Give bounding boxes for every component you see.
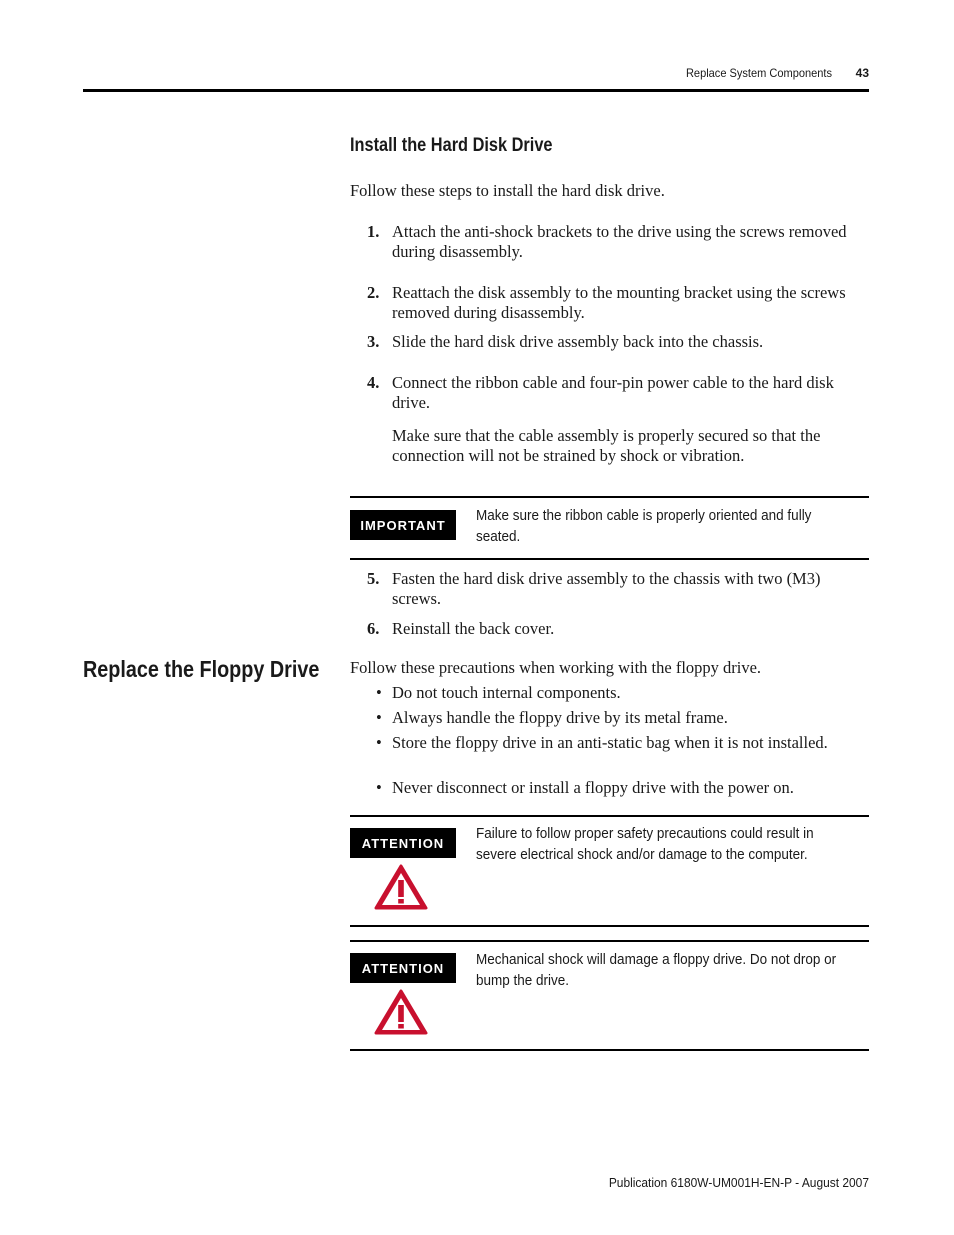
bullet-dot: • <box>376 778 382 797</box>
step-text: Reinstall the back cover. <box>392 619 555 638</box>
attention-1-text: Failure to follow proper safety precautions could result in severe electrical shock and/or damage to the computer. <box>476 825 814 863</box>
running-header-title: Replace System Components <box>685 66 832 80</box>
step-text: Attach the anti-shock brackets to the drive using the screws removed during disassembly. <box>392 222 847 261</box>
step-number: 5. <box>367 569 380 588</box>
warning-triangle-icon <box>373 863 429 911</box>
important-text: Make sure the ribbon cable is properly oriented and fully seated. <box>476 507 812 545</box>
attention-1-top-rule <box>350 815 869 817</box>
bullet-text: Never disconnect or install a floppy drive with the power on. <box>392 778 794 797</box>
step-number: 2. <box>367 283 380 302</box>
header-rule <box>83 89 869 92</box>
warning-triangle-icon <box>373 988 429 1036</box>
section-heading-replace-floppy: Replace the Floppy Drive <box>83 656 320 682</box>
bullet-text: Store the floppy drive in an anti-static bag when it is not installed. <box>392 733 828 752</box>
bullet-dot: • <box>376 683 382 702</box>
bullet-dot: • <box>376 708 382 727</box>
attention-1-tag: ATTENTION <box>350 828 456 858</box>
attention-2-bottom-rule <box>350 1049 869 1051</box>
step-number: 4. <box>367 373 380 392</box>
important-bottom-rule <box>350 558 869 560</box>
publication-footer: Publication 6180W-UM001H-EN-P - August 2007 <box>608 1175 869 1190</box>
step-text: Fasten the hard disk drive assembly to the chassis with two (M3) screws. <box>392 569 821 608</box>
important-top-rule <box>350 496 869 498</box>
bullet-text: Do not touch internal components. <box>392 683 621 702</box>
section-heading-install-hdd: Install the Hard Disk Drive <box>350 135 553 156</box>
step-text: Reattach the disk assembly to the mounting bracket using the screws removed during disassembly. <box>392 283 846 322</box>
step-text: Connect the ribbon cable and four-pin power cable to the hard disk drive. <box>392 373 834 412</box>
step-number: 1. <box>367 222 380 241</box>
bullet-dot: • <box>376 733 382 752</box>
step-text: Slide the hard disk drive assembly back into the chassis. <box>392 332 764 351</box>
step-number: 3. <box>367 332 380 351</box>
step-number: 6. <box>367 619 380 638</box>
attention-2-tag: ATTENTION <box>350 953 456 983</box>
bullet-text: Always handle the floppy drive by its metal frame. <box>392 708 728 727</box>
attention-2-text: Mechanical shock will damage a floppy drive. Do not drop or bump the drive. <box>476 951 837 989</box>
page-number: 43 <box>855 66 869 80</box>
important-tag: IMPORTANT <box>350 510 456 540</box>
attention-1-bottom-rule <box>350 925 869 927</box>
step-4-note: Make sure that the cable assembly is properly secured so that the connection will not be strained by shock or vibration. <box>392 426 821 465</box>
hdd-intro: Follow these steps to install the hard disk drive. <box>350 181 665 200</box>
floppy-intro: Follow these precautions when working with the floppy drive. <box>350 658 762 677</box>
attention-2-top-rule <box>350 940 869 942</box>
